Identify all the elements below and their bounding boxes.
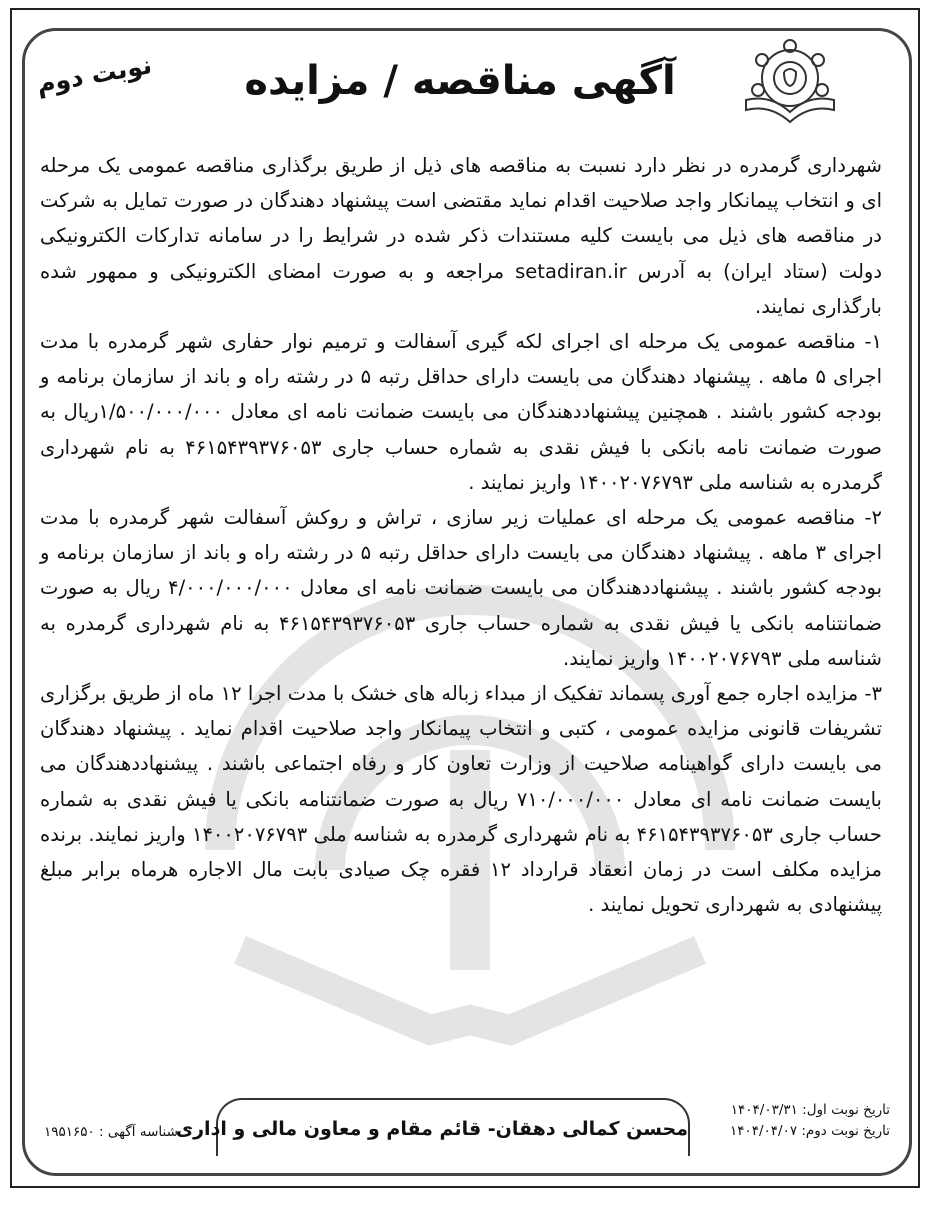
ad-body <box>40 148 882 922</box>
tender-item-2: ۲- مناقصه عمومی یک مرحله ای عملیات زیر سازی ، تراش و روکش آسفالت شهر گرمدره با مدت اجرای ۳ ماهه . پیشنهاد دهندگان می بایست دارای حداقل رتبه ۵ در رشته راه و باند از سازمان برنامه و بودجه کشور باشند . پیشنهاددهندگان می بایست ضمانت نامه ای معادل ۴/۰۰۰/۰۰۰/۰۰۰ ریال به صورت ضمانتنامه بانکی یا فیش نقدی به شماره حساب جاری ۴۶۱۵۴۳۹۳۷۶۰۵۳ به نام شهرداری گرمدره به شناسه ملی ۱۴۰۰۲۰۷۶۷۹۳ واریز نمایند. <box>40 506 883 670</box>
ad-id: شناسه آگهی : ۱۹۵۱۶۵۰ <box>44 1124 178 1140</box>
second-publication-date: تاریخ نوبت دوم: ۱۴۰۴/۰۴/۰۷ <box>729 1123 890 1139</box>
signatory-box: محسن کمالی دهقان- قائم مقام و معاون مالی و اداری <box>216 1098 690 1156</box>
municipality-logo-icon <box>740 38 840 124</box>
turn-label: نوبت دوم <box>34 50 154 99</box>
intro-paragraph: شهرداری گرمدره در نظر دارد نسبت به مناقصه های ذیل از طریق برگذاری مناقصه عمومی یک مرحله ای و انتخاب پیمانکار واجد صلاحیت اقدام نماید مقتضی است پیشنهاد دهندگان در صورت تمایل به شرکت در مناقصه های ذیل می بایست کلیه مستندات ذکر شده در شرایط را در سامانه تدارکات الکترونیکی دولت (ستاد ایران) به آدرس setadiran.ir مراجعه و به صورت امضای الکترونیکی و ممهور شده بارگذاری نمایند. <box>40 154 883 318</box>
page-title: آگهی مناقصه / مزایده <box>244 58 676 104</box>
auction-item-3: ۳- مزایده اجاره جمع آوری پسماند تفکیک از مبداء زباله های خشک با مدت اجرا ۱۲ ماه از طریق برگزاری تشریفات قانونی مزایده عمومی ، کتبی و انتخاب پیمانکار واجد صلاحیت اقدام نماید . پیشنهاد دهندگان می بایست دارای گواهینامه صلاحیت از وزارت تعاون کار و رفاه اجتماعی باشند . پیشنهاددهندگان می بایست ضمانت نامه ای معادل ۷۱۰/۰۰۰/۰۰۰ ریال به صورت ضمانتنامه بانکی یا فیش نقدی به شماره حساب جاری ۴۶۱۵۴۳۹۳۷۶۰۵۳ به نام شهرداری گرمدره به شناسه ملی ۱۴۰۰۲۰۷۶۷۹۳ واریز نمایند. برنده مزایده مکلف است در زمان انعقاد قرارداد ۱۲ فقره چک صیادی بابت مال الاجاره هرماه برابر مبلغ پیشنهادی به شهرداری تحویل نمایند . <box>40 682 882 917</box>
tender-item-1: ۱- مناقصه عمومی یک مرحله ای اجرای لکه گیری آسفالت و ترمیم نوار حفاری شهر گرمدره با مدت اجرای ۵ ماهه . پیشنهاد دهندگان می بایست دارای حداقل رتبه ۵ در رشته راه و باند از سازمان برنامه و بودجه کشور باشند . همچنین پیشنهاددهندگان می بایست ضمانت نامه ای معادل ۱/۵۰۰/۰۰۰/۰۰۰ریال به صورت ضمانت نامه بانکی با فیش نقدی به شماره حساب جاری ۴۶۱۵۴۳۹۳۷۶۰۵۳ به نام شهرداری گرمدره به شناسه ملی ۱۴۰۰۲۰۷۶۷۹۳ واریز نمایند . <box>40 330 882 494</box>
first-publication-date: تاریخ نوبت اول: ۱۴۰۴/۰۳/۳۱ <box>730 1102 890 1118</box>
publication-dates <box>700 1100 890 1142</box>
